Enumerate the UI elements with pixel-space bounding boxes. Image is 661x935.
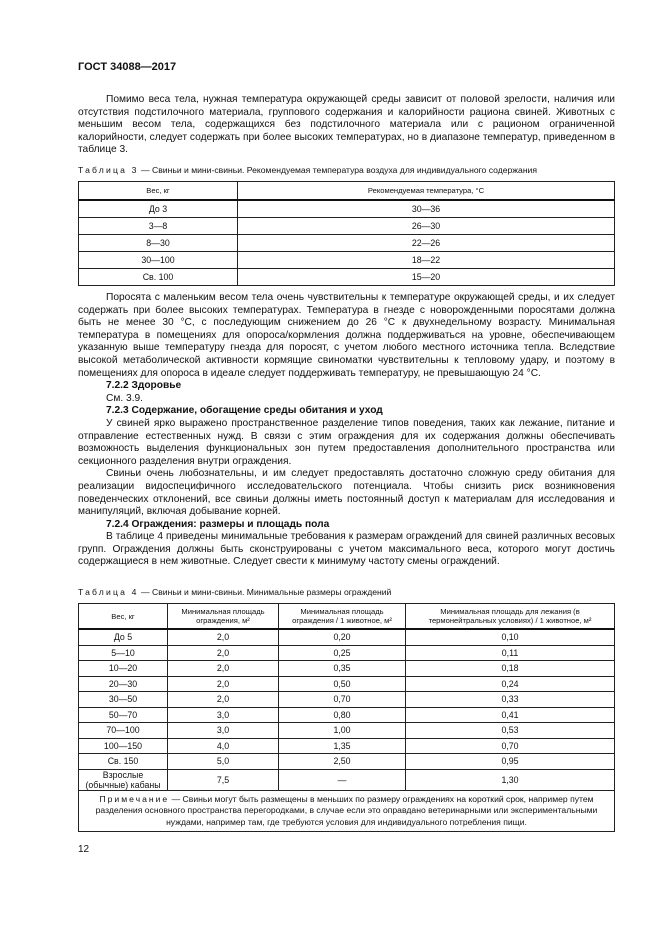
paragraph-enclosures: В таблице 4 приведены минимальные требования к размерам ограждений для свиней различных весовых групп. Ограждения должны быть сконструированы с учетом максимального веса, которого могут достичь содержащиеся в нем животные. Следует свести к минимуму частоту смены ограждений. [78,531,615,568]
table-cell: 5,0 [168,754,279,770]
table-cell: 18—22 [238,252,615,269]
table-cell: 2,0 [168,629,279,645]
table-cell: До 3 [79,200,238,218]
paragraph-text: Помимо веса тела, нужная температура окружающей среды зависит от половой зрелости, наличия или отсутствия подстилочного материала, группового содержания и калорийности рациона свиней. Животных с меньшим весом тела, содержащихся без подстилочного материала или с рационом ограниченной калорийности, следует содержать при более высоких температурах, но в диапазоне температур, приведенном в таблице 3. [78,94,615,156]
table-cell: 7,5 [168,769,279,790]
table-cell: 15—20 [238,269,615,286]
table-cell: 26—30 [238,218,615,235]
table-cell: 0,10 [406,629,615,645]
table-row [79,661,615,677]
table-cell: 0,80 [279,707,406,723]
table-cell: 1,35 [279,738,406,754]
column-header: Минимальная площадь для лежания (в термонейтральных условиях) / 1 животное, м² [406,604,615,630]
table-row [79,676,615,692]
table-cell: 0,18 [406,661,615,677]
table-cell: 30—36 [238,200,615,218]
table-header-row [79,182,615,201]
table-header-row [79,604,615,630]
table-row [79,252,615,269]
table-row [79,629,615,645]
table-cell: 0,53 [406,723,615,739]
table-cell: 2,0 [168,692,279,708]
table-cell: 2,50 [279,754,406,770]
table4-enclosures [78,603,615,832]
table4-caption-text: — Свиньи и мини-свиньи. Минимальные размеры ограждений [138,587,392,597]
table-row [79,692,615,708]
table-cell: 1,00 [279,723,406,739]
table-row [79,200,615,218]
table-cell: 70—100 [79,723,168,739]
table-cell: 0,70 [406,738,615,754]
table4-caption [78,587,391,597]
table-cell: 5—10 [79,645,168,661]
table-cell: Св. 150 [79,754,168,770]
table-cell: 0,35 [279,661,406,677]
table-cell: Взрослые (обычные) кабаны [79,769,168,790]
page-number: 12 [78,844,90,855]
table-row [79,738,615,754]
table-cell: 8—30 [79,235,238,252]
table-note [79,790,615,832]
column-header: Рекомендуемая температура, °С [238,182,615,201]
table-row [79,235,615,252]
see-reference: См. 3.9. [106,392,144,404]
heading-7-2-3: 7.2.3 Содержание, обогащение среды обитания и уход [106,405,383,417]
heading-7-2-2: 7.2.2 Здоровье [106,380,182,392]
paragraph-piglets: Поросята с маленьким весом тела очень чувствительны к температуре окружающей среды, и их следует содержать при более высоких температурах. Температура в гнезде с новорожденными поросятами должна быть не менее 30 °С, с последующим снижением до 26 °С к двухнедельному возрасту. Минимальная температура в помещениях для опороса/кормления должна поддерживаться на уровне, обеспечивающем указанную выше температуру гнезда для поросят, с учетом любого местного источника тепла. Вследствие высокой метаболической активности кормящие свиноматки чувствительны к тепловому удару, и поэтому в помещениях для опороса в идеале следует поддерживать температуру, не превышающую 24 °С. [78,292,615,379]
table-cell: 2,0 [168,661,279,677]
table-cell: 0,20 [279,629,406,645]
table-cell: 0,24 [406,676,615,692]
paragraph-curiosity: Свиньи очень любознательны, и им следует предоставлять достаточно сложную среду обитания для реализации видоспецифичного исследовательского потенциала. Чтобы снизить риск возникновения поведенческих отклонений, все свиньи должны иметь постоянный доступ к материалам для исследования и манипуляций, включая добывание корней. [78,468,615,518]
table-cell: До 5 [79,629,168,645]
table-cell: 0,95 [406,754,615,770]
table4-caption-label: Таблица 4 [78,587,139,597]
table-cell: 30—100 [79,252,238,269]
column-header: Вес, кг [79,604,168,630]
table-cell: 22—26 [238,235,615,252]
table-cell: 50—70 [79,707,168,723]
table-cell: 0,11 [406,645,615,661]
table-cell: 20—30 [79,676,168,692]
column-header: Вес, кг [79,182,238,201]
table-cell: 3,0 [168,707,279,723]
column-header: Минимальная площадь ограждения, м² [168,604,279,630]
table-row [79,723,615,739]
table-cell: 0,33 [406,692,615,708]
table-note-row [79,790,615,832]
table-cell: 4,0 [168,738,279,754]
table-cell: 0,70 [279,692,406,708]
table-cell: 30—50 [79,692,168,708]
heading-7-2-4: 7.2.4 Ограждения: размеры и площадь пола [106,518,330,530]
table-cell: Св. 100 [79,269,238,286]
note-text: — Свиньи могут быть размещены в меньших по размеру ограждениях на короткий срок, например путем разделения основного пространства перегородками, в случае если это оправдано ветеринарными или экспериментальными нуждами, например там, где требуются условия для индивидуального потребления пищи. [95,793,598,827]
table-cell: 2,0 [168,676,279,692]
document-header: ГОСТ 34088—2017 [78,61,177,73]
section-7-2-text [78,292,615,569]
table-row [79,707,615,723]
paragraph-temperature [78,94,615,157]
column-header: Минимальная площадь ограждения / 1 животное, м² [279,604,406,630]
table-cell: 2,0 [168,645,279,661]
table-row [79,645,615,661]
paragraph-space: У свиней ярко выражено пространственное разделение типов поведения, таких как лежание, питание и отправление естественных нужд. В связи с этим ограждения для их содержания должны обеспечивать возможность выделения функциональных зон путем предоставления дополнительного пространства или секционного разделения внутри ограждения. [78,417,615,467]
table-cell: 1,30 [406,769,615,790]
table-cell: — [279,769,406,790]
table-cell: 0,50 [279,676,406,692]
table3-caption [78,165,537,175]
table-cell: 3—8 [79,218,238,235]
table-cell: 10—20 [79,661,168,677]
table-row [79,218,615,235]
table-row [79,769,615,790]
table-row [79,269,615,286]
table-cell: 3,0 [168,723,279,739]
table-cell: 100—150 [79,738,168,754]
table3-caption-label: Таблица 3 [78,165,139,175]
table-cell: 0,25 [279,645,406,661]
table-cell: 0,41 [406,707,615,723]
table3-temperature [78,181,615,286]
table3-caption-text: — Свиньи и мини-свиньи. Рекомендуемая температура воздуха для индивидуального содержания [138,165,538,175]
note-label: Примечание [99,793,170,804]
table-row [79,754,615,770]
